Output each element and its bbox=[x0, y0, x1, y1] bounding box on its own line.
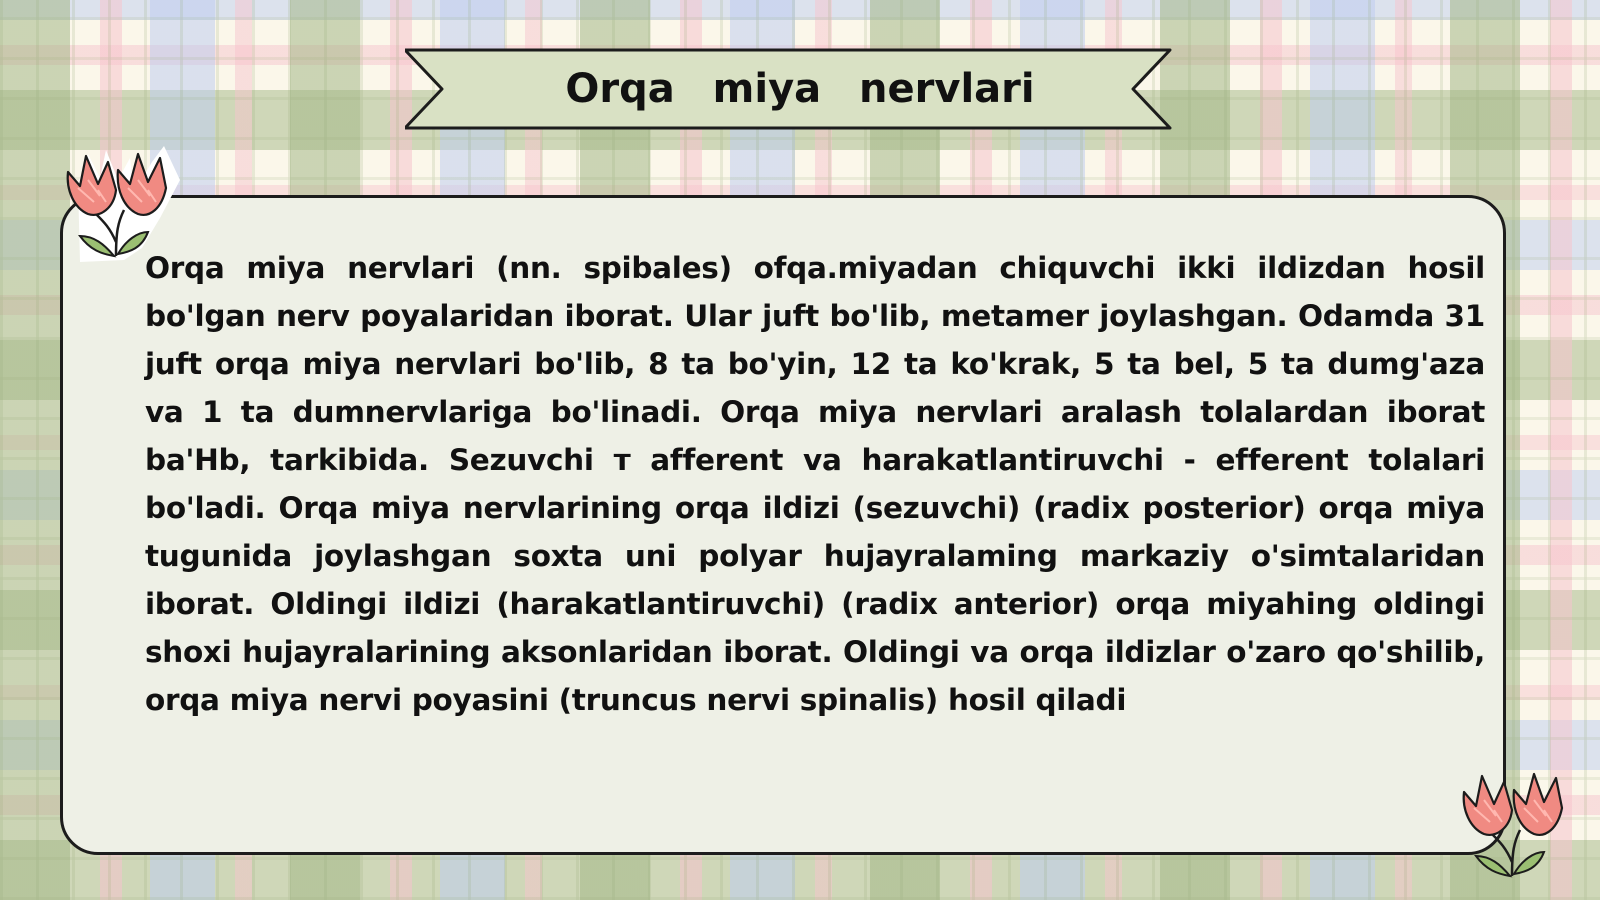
tulip-icon bbox=[34, 132, 184, 262]
content-card bbox=[60, 195, 1506, 855]
tulip-icon bbox=[1430, 752, 1580, 882]
page-title: Orqa miya nervlari bbox=[565, 66, 1035, 112]
body-paragraph: Orqa miya nervlari (nn. spibales) ofqa.miyadan chiquvchi ikki ildizdan hosil bo'lgan nerv poyalaridan iborat. Ular juft bo'lib, metamer joylashgan. Odamda 31 juft orqa miya nervlari bo'lib, 8 ta bo'yin, 12 ta ko'krak, 5 ta bel, 5 ta dumg'aza va 1 ta dumnervlariga bo'linadi. Orqa miya nervlari aralash tolalardan iborat ba'Hb, tarkibida. Sezuvchi т afferent va harakatlantiruvchi - efferent tolalari bo'ladi. Orqa miya nervlarining orqa ildizi (sezuvchi) (radix posterior) orqa miya tugunida joylashgan soxta uni polyar hujayralaming markaziy o'simtalaridan iborat. Oldingi ildizi (harakatlantiruvchi) (radix anterior) orqa miyahing oldingi shoxi hujayralarining aksonlaridan iborat. Oldingi va orqa ildizlar o'zaro qo'shilib, orqa miya nervi poyasini (truncus nervi spinalis) hosil qiladi bbox=[145, 251, 1485, 717]
title-banner bbox=[405, 48, 1195, 130]
